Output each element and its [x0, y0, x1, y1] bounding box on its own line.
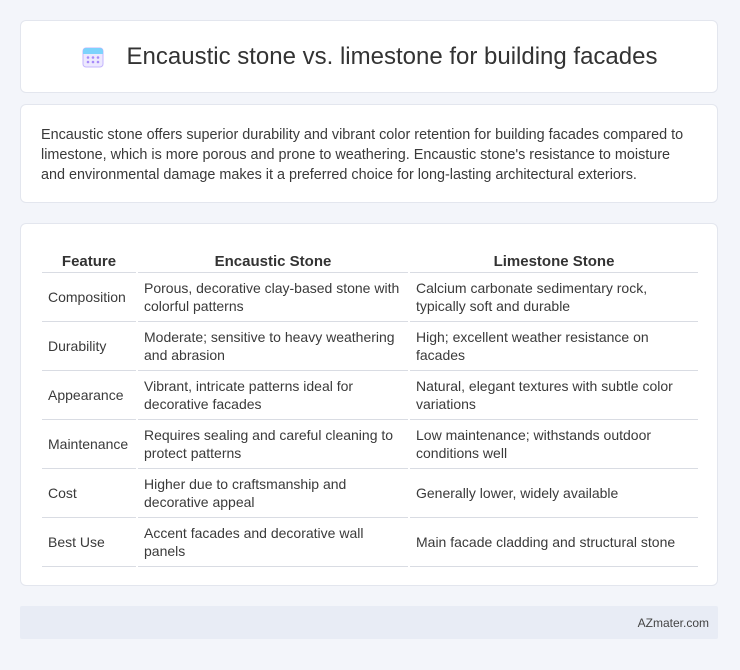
- limestone-cell: Natural, elegant textures with subtle color variations: [409, 371, 698, 420]
- feature-cell: Durability: [42, 322, 137, 371]
- column-header-encaustic: Encaustic Stone: [137, 244, 409, 273]
- encaustic-cell: Vibrant, intricate patterns ideal for decorative facades: [137, 371, 409, 420]
- comparison-table: [42, 244, 698, 567]
- limestone-cell: Generally lower, widely available: [409, 469, 698, 518]
- encaustic-cell: Higher due to craftsmanship and decorative appeal: [137, 469, 409, 518]
- footer-brand-link[interactable]: AZmater.com: [637, 615, 709, 630]
- limestone-cell: Main facade cladding and structural stone: [409, 518, 698, 567]
- table-row: [42, 371, 698, 420]
- table-header-row: [42, 244, 698, 273]
- limestone-cell: Calcium carbonate sedimentary rock, typically soft and durable: [409, 273, 698, 322]
- column-header-limestone: Limestone Stone: [409, 244, 698, 273]
- table-row: [42, 469, 698, 518]
- table-row: [42, 420, 698, 469]
- encaustic-cell: Porous, decorative clay-based stone with colorful patterns: [137, 273, 409, 322]
- feature-cell: Composition: [42, 273, 137, 322]
- page-title: Encaustic stone vs. limestone for building facades: [126, 42, 658, 70]
- calendar-icon: [81, 45, 105, 69]
- limestone-cell: High; excellent weather resistance on facades: [409, 322, 698, 371]
- summary-text: Encaustic stone offers superior durability and vibrant color retention for building facades compared to limestone, which is more porous and prone to weathering. Encaustic stone's resistance to moisture and environmental damage makes it a preferred choice for long-lasting architectural exteriors.: [41, 127, 684, 183]
- comparison-table-card: [20, 223, 718, 586]
- table-row: [42, 518, 698, 567]
- encaustic-cell: Requires sealing and careful cleaning to protect patterns: [137, 420, 409, 469]
- title-card: [20, 20, 718, 93]
- feature-cell: Appearance: [42, 371, 137, 420]
- footer-bar: [20, 606, 718, 639]
- feature-cell: Maintenance: [42, 420, 137, 469]
- summary-card: [20, 104, 718, 203]
- limestone-cell: Low maintenance; withstands outdoor conditions well: [409, 420, 698, 469]
- column-header-feature: Feature: [42, 244, 137, 273]
- encaustic-cell: Accent facades and decorative wall panels: [137, 518, 409, 567]
- table-row: [42, 322, 698, 371]
- feature-cell: Cost: [42, 469, 137, 518]
- table-row: [42, 273, 698, 322]
- feature-cell: Best Use: [42, 518, 137, 567]
- encaustic-cell: Moderate; sensitive to heavy weathering and abrasion: [137, 322, 409, 371]
